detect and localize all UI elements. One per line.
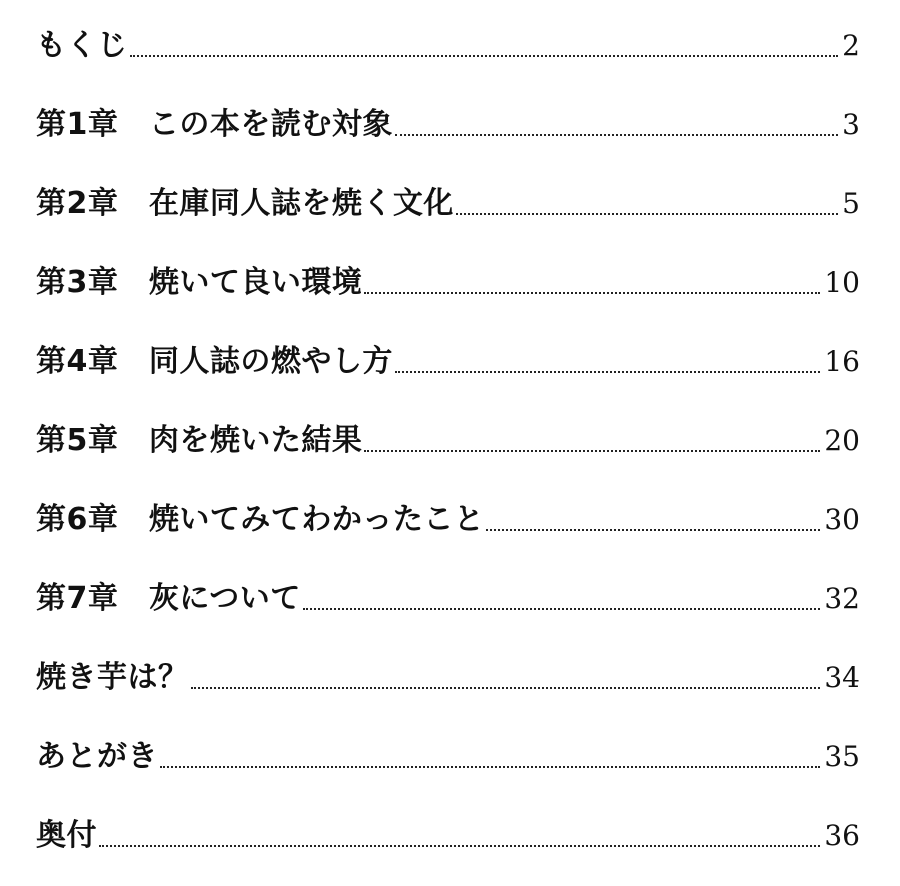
toc-entry-title: 奥付	[36, 818, 97, 853]
toc-entry-title: 第7章 灰について	[36, 581, 301, 616]
toc-entry-chapter-5[interactable]	[36, 411, 860, 461]
toc-entry-title: 第5章 肉を焼いた結果	[36, 423, 363, 458]
toc-entry-title: 第3章 焼いて良い環境	[36, 265, 363, 300]
toc-entry-yakiimo[interactable]	[36, 648, 860, 698]
toc-entry-page: 16	[824, 345, 860, 378]
toc-entry-page: 36	[824, 819, 860, 852]
toc-entry-page: 20	[824, 424, 860, 457]
toc-entry-page: 3	[842, 108, 860, 141]
toc-entry-page: 5	[842, 187, 860, 220]
toc-entry-afterword[interactable]	[36, 727, 860, 777]
dot-leader	[160, 766, 820, 768]
toc-entry-chapter-3[interactable]	[36, 253, 860, 303]
toc-entry-chapter-1[interactable]	[36, 95, 860, 145]
toc-entry-chapter-6[interactable]	[36, 490, 860, 540]
toc-entry-title: 第2章 在庫同人誌を焼く文化	[36, 186, 454, 221]
toc-entry-title: 第4章 同人誌の燃やし方	[36, 344, 393, 379]
toc-entry-page: 32	[824, 582, 860, 615]
dot-leader	[130, 55, 839, 57]
dot-leader	[191, 687, 821, 689]
dot-leader	[486, 529, 820, 531]
toc-entry-title: もくじ	[36, 28, 128, 63]
toc-entry-page: 10	[824, 266, 860, 299]
toc-entry-page: 30	[824, 503, 860, 536]
dot-leader	[364, 292, 820, 294]
toc-entry-title: 焼き芋は？	[36, 660, 189, 695]
toc-entry-title: あとがき	[36, 739, 158, 774]
toc-entry-page: 34	[824, 661, 860, 694]
dot-leader	[99, 845, 820, 847]
dot-leader	[395, 371, 820, 373]
dot-leader	[303, 608, 821, 610]
dot-leader	[364, 450, 820, 452]
toc-entry-page: 35	[824, 740, 860, 773]
toc-entry-contents[interactable]	[36, 16, 860, 66]
toc-entry-chapter-7[interactable]	[36, 569, 860, 619]
toc-entry-title: 第1章 この本を読む対象	[36, 107, 393, 142]
toc-entry-title: 第6章 焼いてみてわかったこと	[36, 502, 485, 537]
dot-leader	[456, 213, 838, 215]
table-of-contents	[36, 0, 860, 886]
toc-entry-chapter-2[interactable]	[36, 174, 860, 224]
toc-entry-page: 2	[842, 29, 860, 62]
dot-leader	[395, 134, 838, 136]
toc-entry-chapter-4[interactable]	[36, 332, 860, 382]
toc-entry-colophon[interactable]	[36, 806, 860, 856]
